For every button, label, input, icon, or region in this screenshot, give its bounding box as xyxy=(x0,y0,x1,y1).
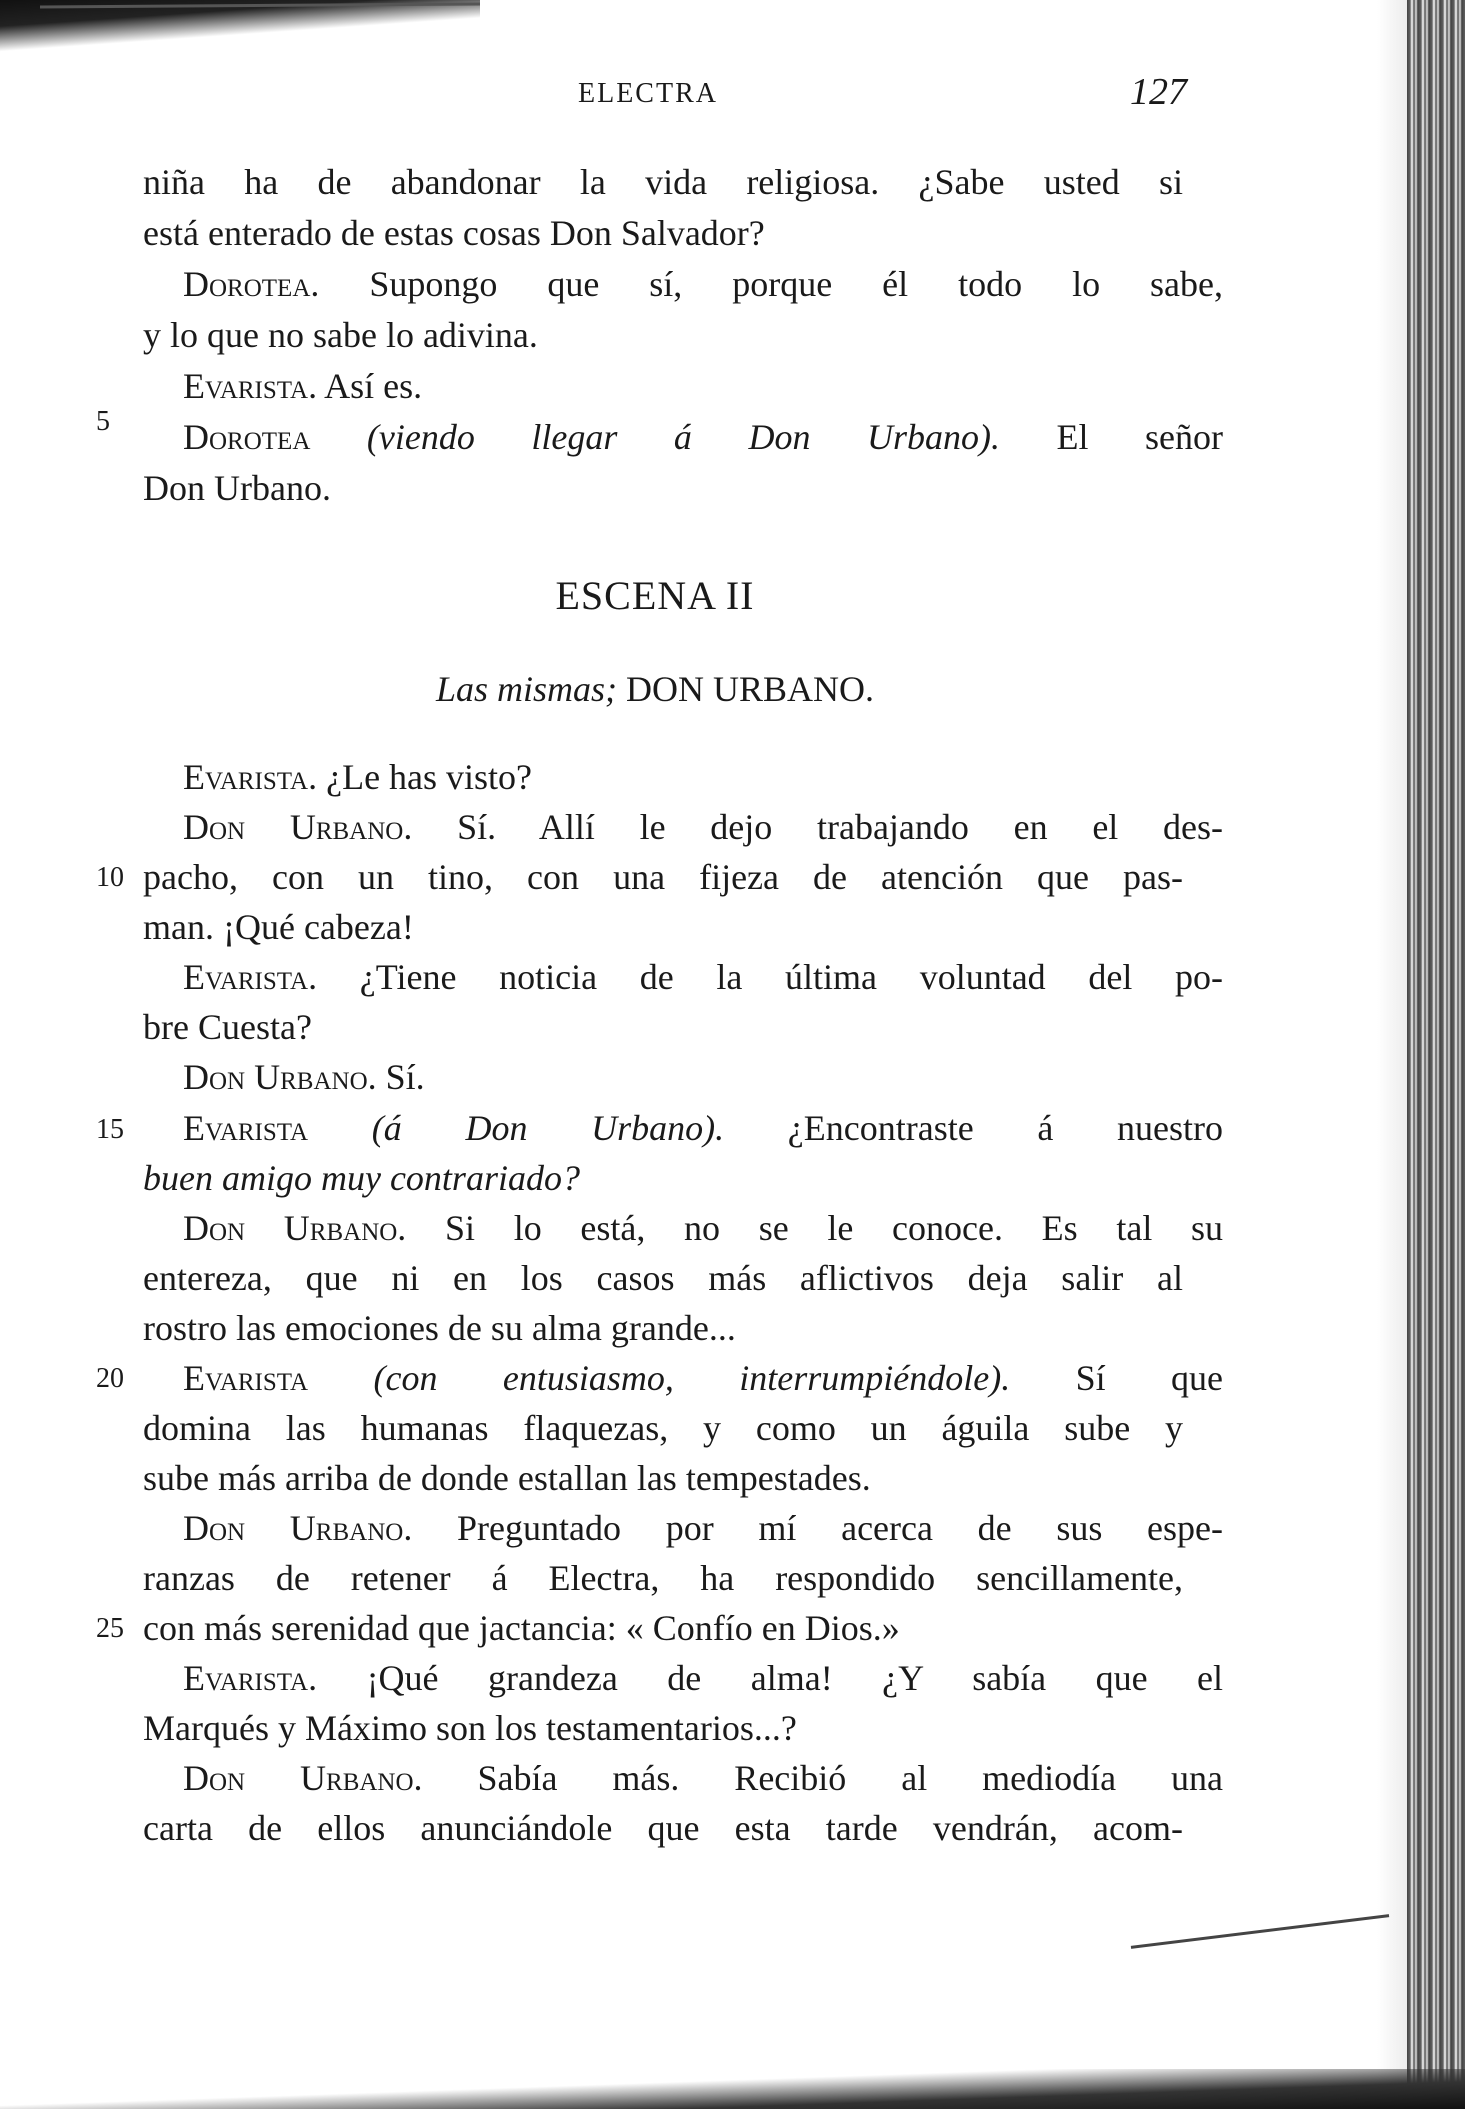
speech-text: Preguntado por mí acerca de sus espe- xyxy=(457,1508,1224,1548)
speaker-name: Don Urbano. xyxy=(183,1208,407,1248)
speaker-name: Dorotea xyxy=(183,417,311,457)
line-number: 20 xyxy=(96,1363,124,1394)
dialogue-line xyxy=(183,1356,1223,1400)
speech-text: Sí. Allí le dejo trabajando en el des- xyxy=(457,807,1223,847)
dialogue-line xyxy=(183,1106,1223,1150)
text-line: y lo que no sabe lo adivina. xyxy=(143,315,538,355)
text-line: man. ¡Qué cabeza! xyxy=(143,907,414,947)
scene-heading: ESCENA II xyxy=(555,573,755,618)
text-line: pacho, con un tino, con una fijeza de atención que pas- xyxy=(143,857,1183,897)
dialogue-line xyxy=(183,805,1223,849)
scan-shadow-gutter xyxy=(1377,0,1407,2109)
dialogue-line xyxy=(183,262,1223,306)
dialogue-line xyxy=(183,415,1223,459)
text-line: ranzas de retener á Electra, ha respondido sencillamente, xyxy=(143,1558,1183,1598)
text-line: buen amigo muy contrariado? xyxy=(143,1158,580,1198)
dialogue-line xyxy=(183,1656,1223,1700)
speech-text: Así es. xyxy=(324,366,423,406)
text-line: carta de ellos anunciándole que esta tarde vendrán, acom- xyxy=(143,1808,1183,1848)
text-line: niña ha de abandonar la vida religiosa. ¿Sabe usted si xyxy=(143,162,1183,202)
speech-text: Sí que xyxy=(1075,1358,1223,1398)
text-line: con más serenidad que jactancia: « Confío en Dios.» xyxy=(143,1608,900,1648)
text-line: rostro las emociones de su alma grande... xyxy=(143,1308,736,1348)
scan-binding-edge xyxy=(1407,0,1465,2109)
stage-direction: (á Don Urbano). xyxy=(371,1108,725,1148)
dialogue-line xyxy=(183,755,1223,799)
dialogue-line xyxy=(183,1055,1223,1099)
running-title: ELECTRA xyxy=(578,78,718,109)
speaker-name: Evarista xyxy=(183,1358,309,1398)
speech-text: ¿Encontraste á nuestro xyxy=(787,1108,1223,1148)
text-line: bre Cuesta? xyxy=(143,1007,312,1047)
speaker-name: Don Urbano. xyxy=(183,1057,377,1097)
speech-text: Sí. xyxy=(385,1057,425,1097)
scan-streak xyxy=(1131,1914,1389,1949)
dialogue-line xyxy=(183,1206,1223,1250)
scan-shadow-top xyxy=(0,0,480,60)
text-line: Marqués y Máximo son los testamentarios...? xyxy=(143,1708,797,1748)
cast-italic: Las mismas; xyxy=(435,669,618,709)
speech-text: Supongo que sí, porque él todo lo sabe, xyxy=(369,264,1224,304)
cast-list xyxy=(0,668,1310,710)
text-line: sube más arriba de donde estallan las tempestades. xyxy=(143,1458,871,1498)
dialogue-line xyxy=(183,1506,1223,1550)
speech-text: ¡Qué grandeza de alma! ¿Y sabía que el xyxy=(366,1658,1224,1698)
speaker-name: Don Urbano. xyxy=(183,807,413,847)
speaker-name: Evarista. xyxy=(183,366,318,406)
dialogue-line xyxy=(183,955,1223,999)
dialogue-line xyxy=(183,364,1223,408)
dialogue-line xyxy=(183,1756,1223,1800)
speaker-name: Evarista xyxy=(183,1108,309,1148)
speech-text: ¿Le has visto? xyxy=(326,757,533,797)
cast-name: DON URBANO. xyxy=(626,669,875,709)
line-number: 10 xyxy=(96,862,124,893)
line-number: 25 xyxy=(96,1613,124,1644)
text-line: entereza, que ni en los casos más aflictivos deja salir al xyxy=(143,1258,1183,1298)
speaker-name: Evarista. xyxy=(183,1658,318,1698)
speaker-name: Dorotea. xyxy=(183,264,320,304)
text-line: domina las humanas flaquezas, y como un águila sube y xyxy=(143,1408,1183,1448)
line-number: 15 xyxy=(96,1114,124,1145)
text-line: Don Urbano. xyxy=(143,468,331,508)
scan-shadow-bottom xyxy=(0,2069,1465,2109)
speech-text: ¿Tiene noticia de la última voluntad del po- xyxy=(359,957,1223,997)
speaker-name: Evarista. xyxy=(183,757,318,797)
speech-text: Si lo está, no se le conoce. Es tal su xyxy=(445,1208,1224,1248)
speech-text: El señor xyxy=(1056,417,1224,457)
speaker-name: Don Urbano. xyxy=(183,1758,423,1798)
speaker-name: Evarista. xyxy=(183,957,318,997)
speaker-name: Don Urbano. xyxy=(183,1508,413,1548)
stage-direction: (con entusiasmo, interrumpiéndole). xyxy=(373,1358,1011,1398)
page-number: 127 xyxy=(1130,71,1187,113)
stage-direction: (viendo llegar á Don Urbano). xyxy=(366,417,1000,457)
speech-text: Sabía más. Recibió al mediodía una xyxy=(477,1758,1223,1798)
text-line: está enterado de estas cosas Don Salvador? xyxy=(143,213,765,253)
line-number: 5 xyxy=(96,406,110,437)
